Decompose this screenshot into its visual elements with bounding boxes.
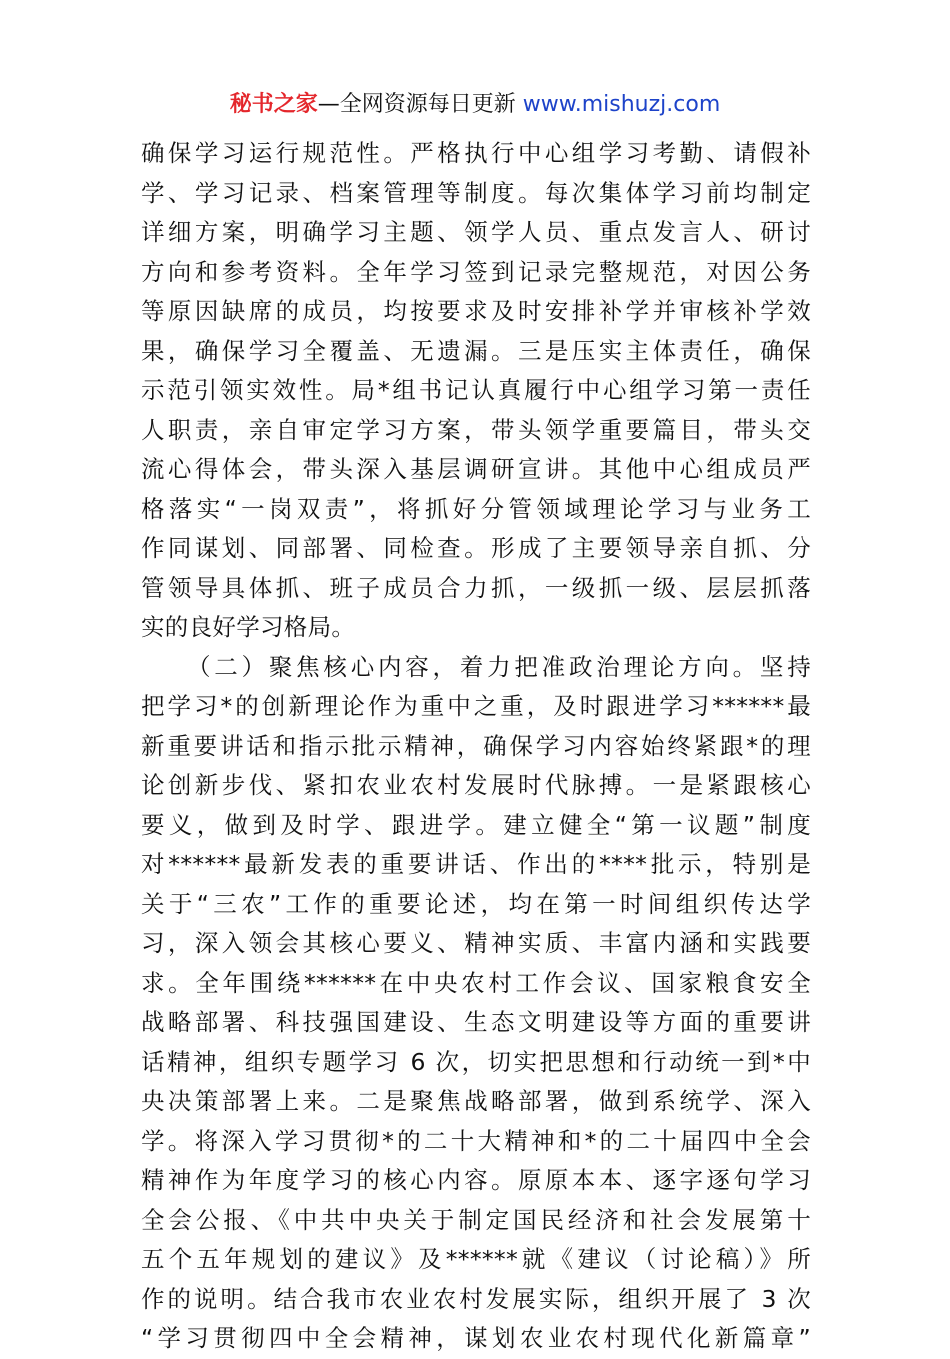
page-header <box>0 90 950 120</box>
text-line: 作的说明。结合我市农业农村发展实际，组织开展了 3 次 <box>141 1284 811 1313</box>
brand-name: 秘书之家 <box>229 92 318 117</box>
text-line: 详细方案，明确学习主题、领学人员、重点发言人、研讨 <box>141 218 811 246</box>
text-line: 把学习*的创新理论作为重中之重，及时跟进学习******最 <box>141 692 811 720</box>
text-line: 五个五年规划的建议》及******就《建议（讨论稿）》所 <box>141 1245 811 1273</box>
text-line: 全会公报、《中共中央关于制定国民经济和社会发展第十 <box>141 1205 811 1234</box>
header-separator: — <box>317 92 340 117</box>
text-line: 人职责，亲自审定学习方案，带头领学重要篇目，带头交 <box>141 415 811 444</box>
text-line: 求。全年围绕******在中央农村工作会议、国家粮食安全 <box>141 968 811 997</box>
text-line: 确保学习运行规范性。严格执行中心组学习考勤、请假补 <box>141 139 811 167</box>
website-link[interactable]: www.mishuzj.com <box>522 92 721 117</box>
text-line: 新重要讲话和指示批示精神，确保学习内容始终紧跟*的理 <box>141 731 811 760</box>
header-tagline: 全网资源每日更新 <box>339 92 516 117</box>
text-line: 习，深入领会其核心要义、精神实质、丰富内涵和实践要 <box>141 929 811 957</box>
paragraph-end-line: 实的良好学习格局。 <box>141 613 356 641</box>
text-line: 精神作为年度学习的核心内容。原原本本、逐字逐句学习 <box>141 1166 811 1194</box>
text-line: 作同谋划、同部署、同检查。形成了主要领导亲自抓、分 <box>141 534 811 562</box>
text-line: 关于“三农”工作的重要论述，均在第一时间组织传达学 <box>141 889 811 918</box>
text-line: 示范引领实效性。局*组书记认真履行中心组学习第一责任 <box>141 376 811 404</box>
text-line: 格落实“一岗双责”，将抓好分管领域理论学习与业务工 <box>141 494 811 523</box>
text-line: 方向和参考资料。全年学习签到记录完整规范，对因公务 <box>141 257 811 286</box>
text-line: 管领导具体抓、班子成员合力抓，一级抓一级、层层抓落 <box>141 573 811 602</box>
document-body <box>141 134 811 1359</box>
text-line: 等原因缺席的成员，均按要求及时安排补学并审核补学效 <box>141 297 811 325</box>
section-heading-line: （二）聚焦核心内容，着力把准政治理论方向。坚持 <box>187 652 811 681</box>
text-line: 论创新步伐、紧扣农业农村发展时代脉搏。一是紧跟核心 <box>141 771 811 799</box>
text-line: 战略部署、科技强国建设、生态文明建设等方面的重要讲 <box>141 1008 811 1036</box>
text-line: 学、学习记录、档案管理等制度。每次集体学习前均制定 <box>141 178 811 207</box>
text-line: 流心得体会，带头深入基层调研宣讲。其他中心组成员严 <box>141 455 811 483</box>
text-line: 果，确保学习全覆盖、无遗漏。三是压实主体责任，确保 <box>141 336 811 365</box>
text-line: 话精神，组织专题学习 6 次，切实把思想和行动统一到*中 <box>141 1047 811 1076</box>
text-line: 央决策部署上来。二是聚焦战略部署，做到系统学、深入 <box>141 1087 811 1115</box>
text-line: 对******最新发表的重要讲话、作出的****批示，特别是 <box>141 850 811 878</box>
text-line: 要义，做到及时学、跟进学。建立健全“第一议题”制度 <box>141 810 811 839</box>
text-line: 学。将深入学习贯彻*的二十大精神和*的二十届四中全会 <box>141 1126 811 1155</box>
text-line: “学习贯彻四中全会精神，谋划农业农村现代化新篇章” <box>141 1324 811 1352</box>
